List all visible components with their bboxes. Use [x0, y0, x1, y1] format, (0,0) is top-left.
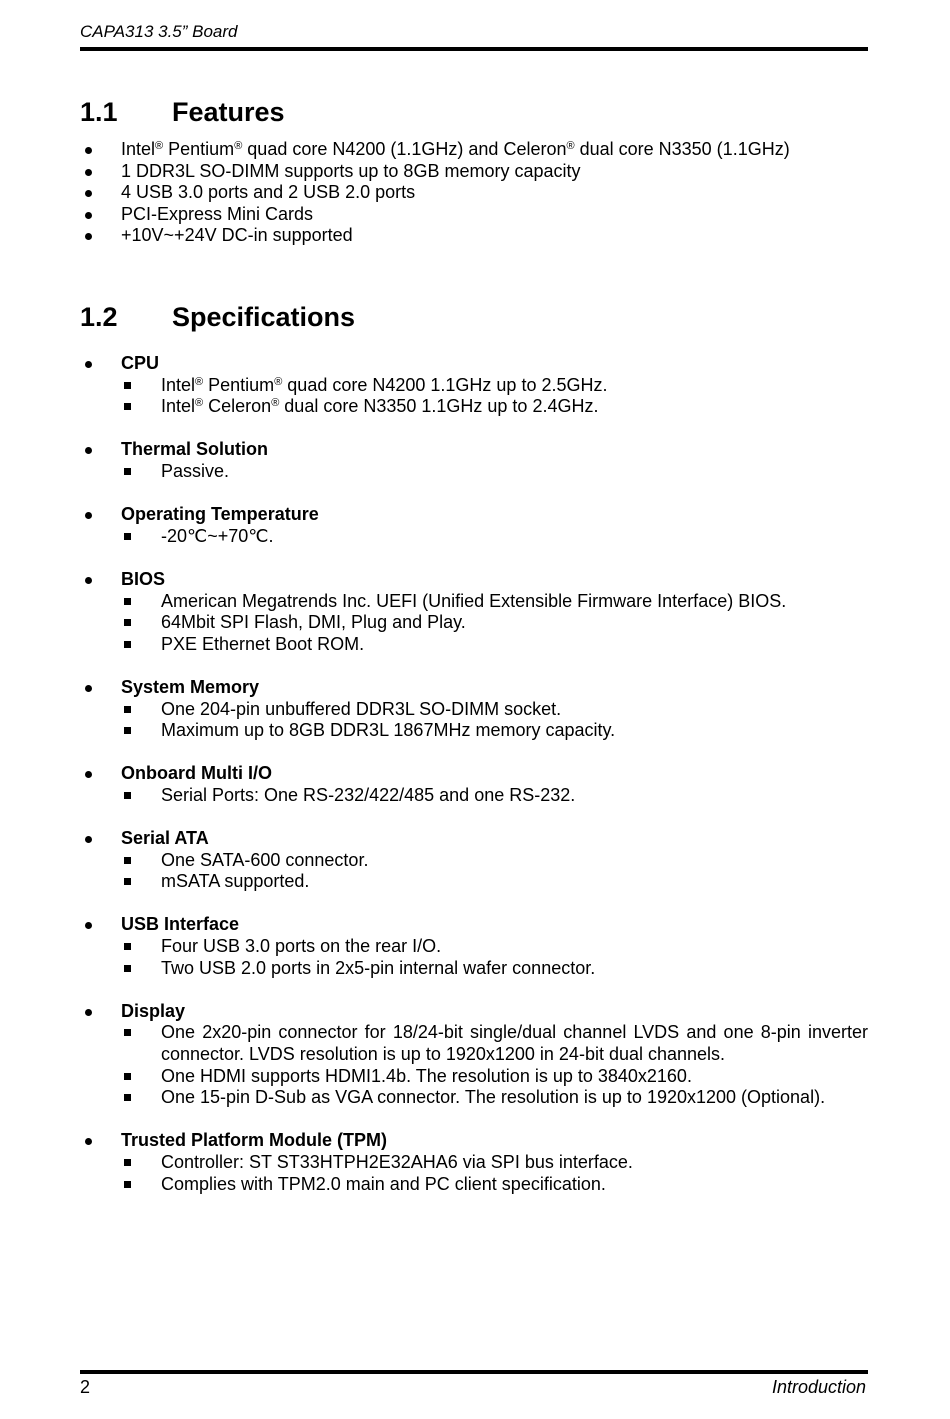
spec-group-display	[80, 1001, 868, 1109]
spec-group-sata	[80, 828, 868, 893]
footer-section-title: Introduction	[771, 1377, 866, 1397]
bullet-icon	[85, 447, 92, 454]
spec-group-bios	[80, 569, 868, 655]
square-bullet-icon	[124, 1159, 131, 1166]
list-item: Intel® Pentium® quad core N4200 (1.1GHz) and Celeron® dual core N3350 (1.1GHz)	[80, 139, 868, 161]
bullet-icon	[85, 1009, 92, 1016]
square-bullet-icon	[124, 641, 131, 648]
list-item: PCI-Express Mini Cards	[80, 204, 868, 226]
square-bullet-icon	[124, 1073, 131, 1080]
specifications-body	[80, 353, 868, 1195]
square-bullet-icon	[124, 878, 131, 885]
bullet-icon	[85, 190, 92, 197]
spec-list	[80, 1152, 868, 1195]
bullet-icon	[85, 922, 92, 929]
list-item: Intel® Celeron® dual core N3350 1.1GHz up to 2.4GHz.	[80, 396, 868, 418]
spec-title: Trusted Platform Module (TPM)	[80, 1130, 868, 1152]
spec-list	[80, 1022, 868, 1108]
square-bullet-icon	[124, 857, 131, 864]
list-item: Maximum up to 8GB DDR3L 1867MHz memory capacity.	[80, 720, 868, 742]
spec-title: Onboard Multi I/O	[80, 763, 868, 785]
square-bullet-icon	[124, 792, 131, 799]
spec-group-tpm	[80, 1130, 868, 1195]
bullet-icon	[85, 771, 92, 778]
list-item: 1 DDR3L SO-DIMM supports up to 8GB memory capacity	[80, 161, 868, 183]
page-header	[80, 22, 868, 42]
spec-group-multi-io	[80, 763, 868, 806]
square-bullet-icon	[124, 1094, 131, 1101]
list-item: Intel® Pentium® quad core N4200 1.1GHz up to 2.5GHz.	[80, 375, 868, 397]
square-bullet-icon	[124, 382, 131, 389]
spec-title: Serial ATA	[80, 828, 868, 850]
list-item: +10V~+24V DC-in supported	[80, 225, 868, 247]
list-item: One 204-pin unbuffered DDR3L SO-DIMM socket.	[80, 699, 868, 721]
list-item: Two USB 2.0 ports in 2x5-pin internal wafer connector.	[80, 958, 868, 980]
square-bullet-icon	[124, 533, 131, 540]
page-number: 2	[80, 1377, 91, 1397]
list-item: Four USB 3.0 ports on the rear I/O.	[80, 936, 868, 958]
list-item: One SATA-600 connector.	[80, 850, 868, 872]
spec-title: System Memory	[80, 677, 868, 699]
square-bullet-icon	[124, 965, 131, 972]
section-title: Features	[172, 97, 285, 127]
square-bullet-icon	[124, 468, 131, 475]
square-bullet-icon	[124, 1181, 131, 1188]
features-section	[80, 95, 868, 247]
bullet-icon	[85, 147, 92, 154]
bullet-icon	[85, 233, 92, 240]
list-item: mSATA supported.	[80, 871, 868, 893]
header-rule	[80, 47, 868, 51]
list-item: Serial Ports: One RS-232/422/485 and one RS-232.	[80, 785, 868, 807]
list-item: -20℃~+70℃.	[80, 526, 868, 548]
spec-group-temperature	[80, 504, 868, 547]
square-bullet-icon	[124, 598, 131, 605]
spec-title: Display	[80, 1001, 868, 1023]
list-item: Passive.	[80, 461, 868, 483]
spec-list	[80, 699, 868, 742]
spec-list	[80, 591, 868, 656]
bullet-icon	[85, 685, 92, 692]
specifications-section	[80, 300, 868, 334]
spec-title: Thermal Solution	[80, 439, 868, 461]
square-bullet-icon	[124, 706, 131, 713]
spec-title: Operating Temperature	[80, 504, 868, 526]
bullet-icon	[85, 836, 92, 843]
spec-list	[80, 785, 868, 807]
bullet-icon	[85, 361, 92, 368]
features-list	[80, 139, 868, 247]
square-bullet-icon	[124, 727, 131, 734]
list-item: 64Mbit SPI Flash, DMI, Plug and Play.	[80, 612, 868, 634]
list-item: American Megatrends Inc. UEFI (Unified Extensible Firmware Interface) BIOS.	[80, 591, 868, 613]
bullet-icon	[85, 577, 92, 584]
square-bullet-icon	[124, 943, 131, 950]
bullet-icon	[85, 512, 92, 519]
document-title: CAPA313 3.5” Board	[80, 22, 238, 41]
features-heading	[80, 95, 868, 129]
spec-group-thermal	[80, 439, 868, 482]
section-number: 1.1	[80, 97, 118, 127]
square-bullet-icon	[124, 619, 131, 626]
list-item: Complies with TPM2.0 main and PC client specification.	[80, 1174, 868, 1196]
section-number: 1.2	[80, 302, 118, 332]
bullet-icon	[85, 1138, 92, 1145]
bullet-icon	[85, 212, 92, 219]
spec-title: BIOS	[80, 569, 868, 591]
spec-list	[80, 375, 868, 418]
spec-list	[80, 850, 868, 893]
spec-list	[80, 461, 868, 483]
spec-list	[80, 936, 868, 979]
list-item: Controller: ST ST33HTPH2E32AHA6 via SPI bus interface.	[80, 1152, 868, 1174]
bullet-icon	[85, 169, 92, 176]
spec-group-memory	[80, 677, 868, 742]
list-item: One 2x20-pin connector for 18/24-bit single/dual channel LVDS and one 8-pin inverter connector. LVDS resolution is up to 1920x1200 in 24-bit dual channels.	[80, 1022, 868, 1065]
list-item: 4 USB 3.0 ports and 2 USB 2.0 ports	[80, 182, 868, 204]
spec-title: CPU	[80, 353, 868, 375]
spec-group-cpu	[80, 353, 868, 418]
list-item: PXE Ethernet Boot ROM.	[80, 634, 868, 656]
specifications-heading	[80, 300, 868, 334]
section-title: Specifications	[172, 302, 356, 332]
spec-title: USB Interface	[80, 914, 868, 936]
list-item: One 15-pin D-Sub as VGA connector. The resolution is up to 1920x1200 (Optional).	[80, 1087, 868, 1109]
square-bullet-icon	[124, 403, 131, 410]
spec-group-usb	[80, 914, 868, 979]
square-bullet-icon	[124, 1029, 131, 1036]
list-item: One HDMI supports HDMI1.4b. The resolution is up to 3840x2160.	[80, 1066, 868, 1088]
footer-rule	[80, 1370, 868, 1374]
spec-list	[80, 526, 868, 548]
